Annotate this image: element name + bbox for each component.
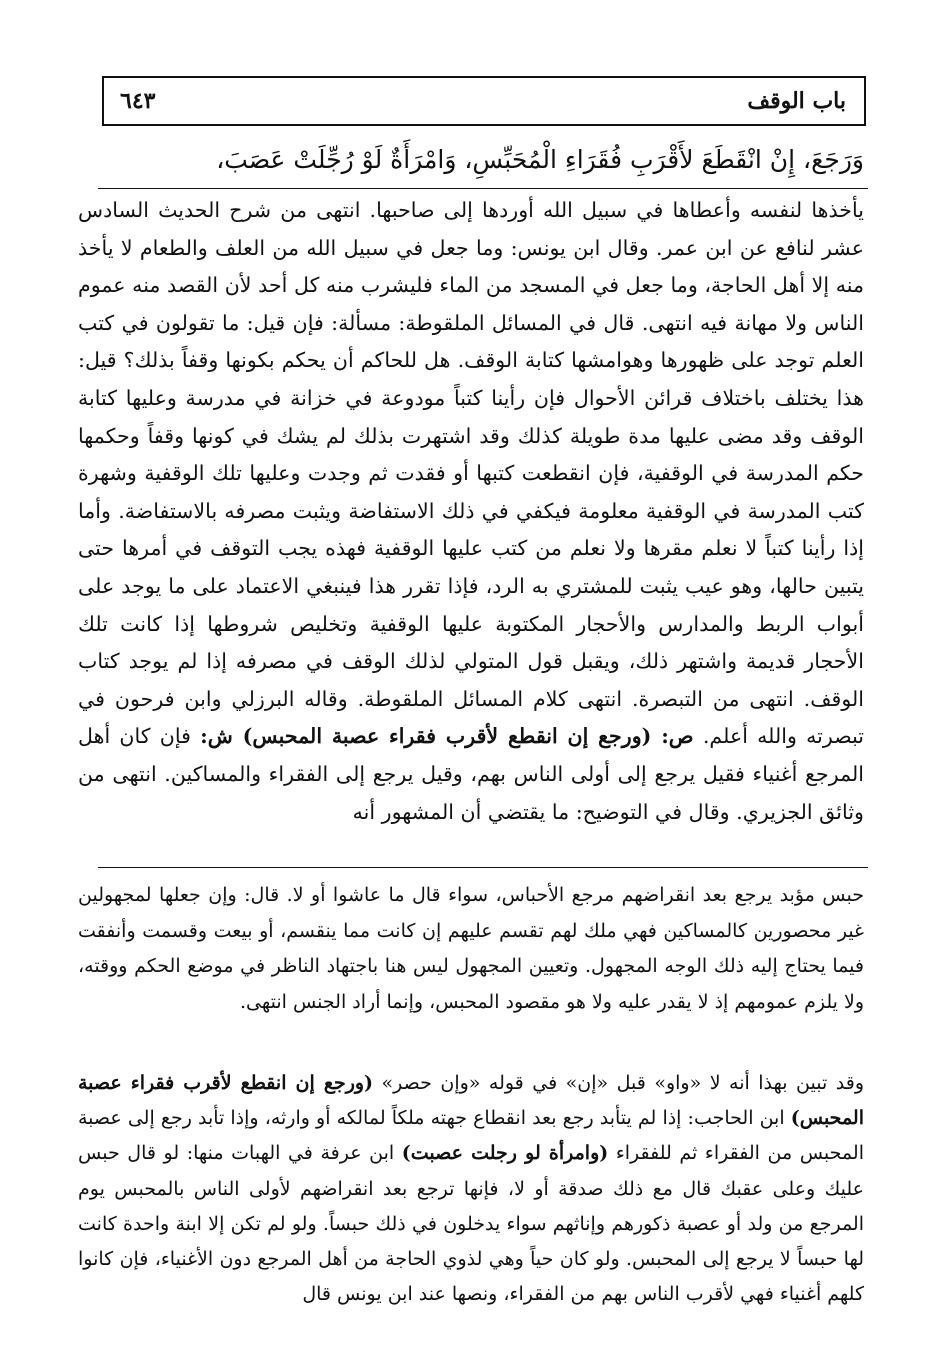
footnote-2-part-5: ابن عرفة في الهبات منها: لو قال حبس عليك وعلى عقبك قال مع ذلك صدقة أو لا، فإنها ترجع بعد انقراضهم لأولى الناس بالمحبس يوم المرجع من ولد أو عصبة ذكورهم وإناثهم سواء يدخلون في ذلك حبساً. ولو لم تكن إلا ابنة واحدة كانت لها حبساً لا يرجع إلى المحبس. ولو كان حياً وهي لذوي الحاجة من أهل المرجع دون الأغنياء، فإن كانوا كلهم أغنياء فهي لأقرب الناس بهم من الفقراء، ونصها عند ابن يونس قال bbox=[78, 1142, 865, 1306]
matn-text: وَرَجَعَ، إِنْ انْقَطَعَ لأَقْرَبِ فُقَرَاءِ الْمُحَبِّسِ، وَامْرَأَةٌ لَوْ رُجِّلَتْ عَصَبَ، bbox=[216, 145, 864, 174]
footnote-2-part-3: ابن الحاجب: إذا لم يتأبد رجع بعد انقطاع جهته ملكاً لمالكه أو وارثه، وإذا تأبد رجع إلى عصبة المحبس من الفقراء ثم للفقراء bbox=[78, 1107, 864, 1165]
footnote-2-quote-2: (وامرأة لو رجلت عصبت) bbox=[401, 1142, 609, 1165]
footnote-divider bbox=[98, 867, 868, 868]
commentary-part-3: فإن كان أهل المرجع أغنياء فقيل يرجع إلى أولى الناس بهم، وقيل يرجع إلى الفقراء والمساكين. انتهى من وثائق الجزيري. وقال في التوضيح: ما يقتضي أن المشهور أنه bbox=[78, 724, 864, 824]
footnote-2-quote-1: (ورجع إن انقطع لأقرب فقراء عصبة المحبس) bbox=[78, 1072, 864, 1130]
footnote-paragraph-1: حبس مؤبد يرجع بعد انقراضهم مرجع الأحباس، سواء قال ما عاشوا أو لا. قال: وإن جعلها لمجهولين غير محصورين كالمساكين فهي ملك لهم تقسم عليهم إن كانت مما ينقسم، أو بيعت وقسمت وأنفقت فيما يحتاج إليه ذلك الوجه المجهول. وتعيين المجهول ليس هنا باجتهاد الناظر في موضع الحكم ووقته، ولا يلزم عمومهم إذ لا يقدر عليه ولا هو مقصود المحبس، وإنما أراد الجنس انتهى. bbox=[78, 884, 864, 1013]
commentary-quote-bold: ص: (ورجع إن انقطع لأقرب فقراء عصبة المحبس) ش: bbox=[200, 724, 694, 749]
page-header bbox=[102, 76, 866, 126]
top-divider bbox=[98, 188, 868, 189]
page-number: ٦٤٣ bbox=[120, 88, 156, 114]
footnote-2-part-1: وقد تبين بهذا أنه لا «واو» قبل «إن» في قوله «وإن حصر» bbox=[381, 1072, 864, 1094]
commentary-part-1: يأخذها لنفسه وأعطاها في سبيل الله أوردها إلى صاحبها. انتهى من شرح الحديث السادس عشر لنافع عن ابن عمر. وقال ابن يونس: وما جعل في سبيل الله من العلف والطعام لا يأخذ منه إلا أهل الحاجة، وما جعل في المسجد من الماء فليشرب منه كل أحد لأن القصد منه عموم الناس ولا مهانة فيه انتهى. قال في المسائل الملقوطة: مسألة: فإن قيل: ما تقولون في كتب العلم توجد على ظهورها وهوامشها كتابة الوقف. هل للحاكم أن يحكم بكونها وقفاً بذلك؟ قيل: هذا يختلف باختلاف قرائن الأحوال فإن رأينا كتباً مودوعة في خزانة في مدرسة وعليها كتابة الوقف وقد مضى عليها مدة طويلة كذلك وقد اشتهرت بذلك لم يشك في كونها وقفاً وحكمها حكم المدرسة في الوقفية، فإن انقطعت كتبها أو فقدت ثم وجدت وعليها تلك الوقفية وشهرة كتب المدرسة في الوقفية معلومة فيكفي في ذلك الاستفاضة ويثبت مصرفه بالاستفاضة. وأما إذا رأينا كتباً لا نعلم مقرها ولا نعلم من كتب عليها الوقفية فهذه يجب التوقف في أمرها حتى يتبين حالها، وهو عيب يثبت للمشتري به الرد، فإذا تقرر هذا فينبغي الاعتماد على ما يوجد على أبواب الربط والمدارس والأحجار المكتوبة عليها الوقفية وتخليص شروطها إذا كانت تلك الأحجار قديمة واشتهر ذلك، ويقبل قول المتولي لذلك الوقف في مصرفه إذا لم يوجد كتاب الوقف. انتهى من التبصرة. انتهى كلام المسائل الملقوطة. وقاله البرزلي وابن فرحون في تبصرته والله أعلم. bbox=[78, 198, 865, 749]
chapter-title: باب الوقف bbox=[747, 88, 846, 114]
footnote-paragraph-2 bbox=[78, 1066, 864, 1312]
commentary-text bbox=[78, 192, 864, 831]
